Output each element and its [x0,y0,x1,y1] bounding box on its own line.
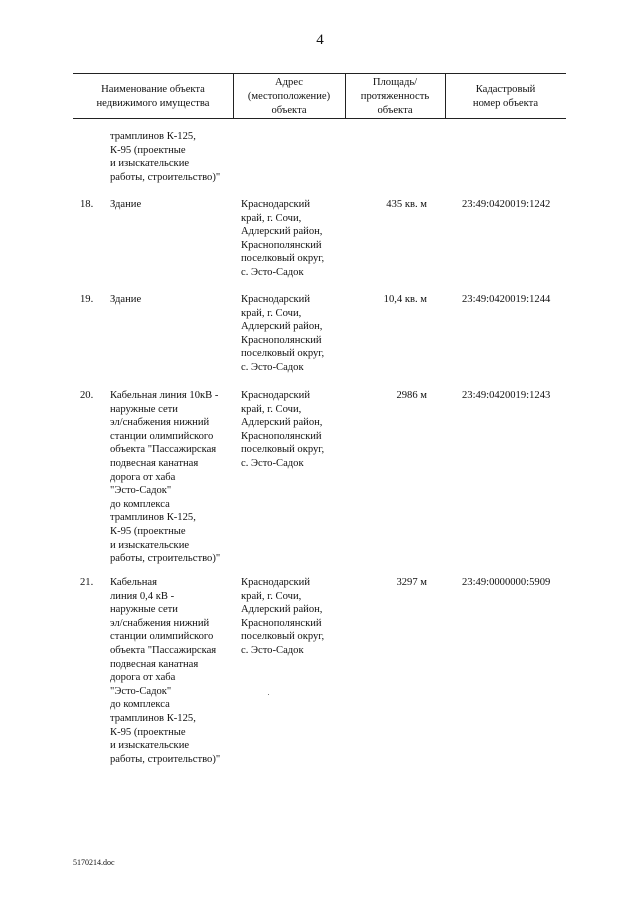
row-number: 18. [80,199,94,210]
row-name: Здание [110,294,142,305]
row-area: 10,4 кв. м [383,294,427,305]
header-col-address: Адрес (местоположение) объекта [247,77,331,116]
header-col-name: Наименование объекта недвижимого имущества [96,84,210,109]
row-number: 21. [80,577,94,588]
continuation-name: трамплинов К-125, К-95 (проектные и изыскательские работы, строительство)" [110,131,221,183]
row-address: Краснодарский край, г. Сочи, Адлерский район, Краснополянский поселковый округ, с. Эсто-Садок [241,294,325,373]
row-area: 435 кв. м [386,199,427,210]
row-area: 3297 м [396,577,427,588]
header-col-cadastral: Кадастровый номер объекта [472,84,539,109]
row-cadastral: 23:49:0420019:1242 [462,199,551,210]
row-name: Здание [110,199,142,210]
row-number: 19. [80,294,94,305]
row-cadastral: 23:49:0000000:5909 [462,577,551,588]
header-divider-1 [233,73,234,118]
row-address: Краснодарский край, г. Сочи, Адлерский район, Краснополянский поселковый округ, с. Эсто-Садок [241,199,325,278]
row-cadastral: 23:49:0420019:1243 [462,390,551,401]
table-top-rule [73,73,566,74]
row-number: 20. [80,390,94,401]
row-name: Кабельная линия 0,4 кВ - наружные сети эл/снабжения нижний станции олимпийского объекта "Пассажирская подвесная канатная дорога от хаба "Эсто-Садок" до комплекса трамплинов К-125, К-95 (проектные и изыскательские работы, строительство)" [110,577,221,765]
header-divider-2 [345,73,346,118]
row-name: Кабельная линия 10кВ - наружные сети эл/снабжения нижний станции олимпийского объекта "Пассажирская подвесная канатная дорога от хаба "Эсто-Садок" до комплекса трамплинов К-125, К-95 (проектные и изыскательские работы, строительство)" [110,390,221,565]
scan-speck [268,694,269,695]
page-number: 4 [316,32,324,48]
row-area: 2986 м [396,390,427,401]
table-header-bottom-rule [73,118,566,119]
row-address: Краснодарский край, г. Сочи, Адлерский район, Краснополянский поселковый округ, с. Эсто-Садок [241,577,325,656]
row-address: Краснодарский край, г. Сочи, Адлерский район, Краснополянский поселковый округ, с. Эсто-Садок [241,390,325,469]
footer-filename: 5170214.doc [73,858,115,867]
header-col-area: Площадь/ протяженность объекта [360,77,430,116]
header-divider-3 [445,73,446,118]
row-cadastral: 23:49:0420019:1244 [462,294,551,305]
